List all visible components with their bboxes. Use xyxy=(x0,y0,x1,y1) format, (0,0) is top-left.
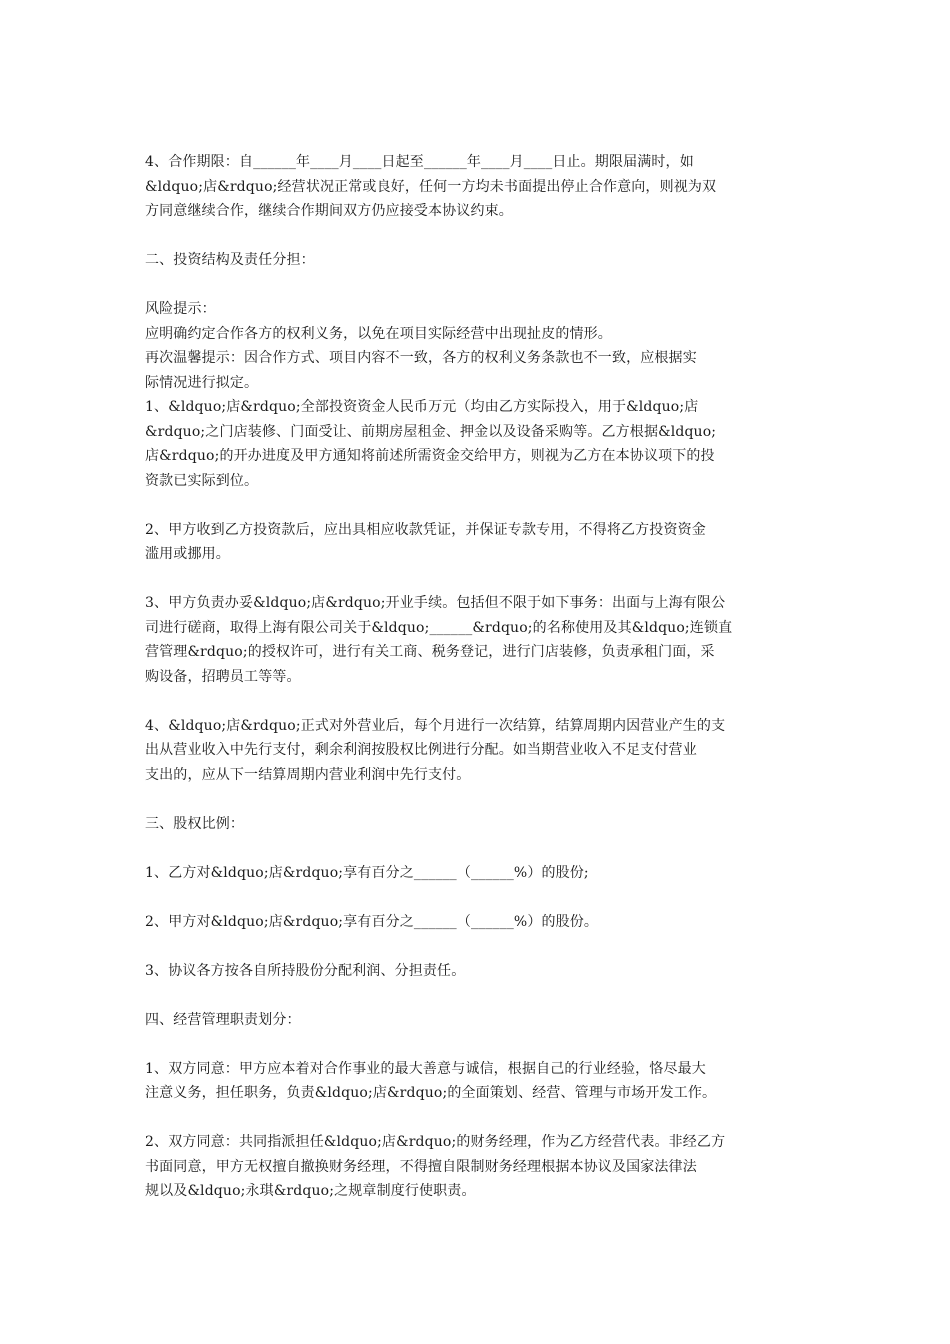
text-line: 1、&ldquo;店&rdquo;全部投资资金人民币万元（均由乙方实际投入，用于&ldquo;店 xyxy=(145,399,699,415)
section-heading-investment xyxy=(145,248,810,273)
clause-management-2 xyxy=(145,1130,810,1204)
text-line: 3、协议各方按各自所持股份分配利润、分担责任。 xyxy=(145,962,466,979)
text-line: 规以及&ldquo;永琪&rdquo;之规章制度行使职责。 xyxy=(145,1183,476,1199)
text-line: 司进行磋商，取得上海有限公司关于&ldquo;______&rdquo;的名称使用及其&ldquo;连锁直 xyxy=(145,619,733,636)
text-line: 1、乙方对&ldquo;店&rdquo;享有百分之______（______%）的股份; xyxy=(145,864,589,881)
text-line: 4、&ldquo;店&rdquo;正式对外营业后，每个月进行一次结算，结算周期内因营业产生的支 xyxy=(145,717,726,734)
text-line: 应明确约定合作各方的权利义务，以免在项目实际经营中出现扯皮的情形。 xyxy=(145,325,612,342)
text-line: 际情况进行拟定。 xyxy=(145,374,259,391)
text-line: 2、双方同意：共同指派担任&ldquo;店&rdquo;的财务经理，作为乙方经营代表。非经乙方 xyxy=(145,1134,726,1150)
text-line: &ldquo;店&rdquo;经营状况正常或良好，任何一方均未书面提出停止合作意向，则视为双 xyxy=(145,178,717,195)
text-line: &rdquo;之门店装修、门面受让、前期房屋租金、押金以及设备采购等。乙方根据&ldquo; xyxy=(145,423,717,440)
text-line: 方同意继续合作，继续合作期间双方仍应接受本协议约束。 xyxy=(145,203,513,219)
text-line: 购设备，招聘员工等等。 xyxy=(145,668,301,685)
text-line: 资款已实际到位。 xyxy=(145,472,259,489)
section-heading-equity xyxy=(145,812,810,837)
text-line: 2、甲方收到乙方投资款后，应出具相应收款凭证，并保证专款专用，不得将乙方投资资金 xyxy=(145,521,706,538)
text-line: 营管理&rdquo;的授权许可，进行有关工商、税务登记，进行门店装修，负责承租门面，采 xyxy=(145,644,715,660)
text-line: 支出的，应从下一结算周期内营业利润中先行支付。 xyxy=(145,766,471,783)
risk-notice-label: 风险提示： xyxy=(145,301,216,317)
section-heading: 三、股权比例： xyxy=(145,815,245,832)
clause-equity-2 xyxy=(145,910,810,935)
risk-notice-and-clause-1 xyxy=(145,297,810,493)
text-line: 出从营业收入中先行支付，剩余利润按股权比例进行分配。如当期营业收入不足支付营业 xyxy=(145,742,697,758)
text-line: 1、双方同意：甲方应本着对合作事业的最大善意与诚信，根据自己的行业经验，恪尽最大 xyxy=(145,1060,706,1077)
section-heading-management xyxy=(145,1008,810,1033)
text-line: 店&rdquo;的开办进度及甲方通知将前述所需资金交给甲方，则视为乙方在本协议项下的投 xyxy=(145,448,715,464)
clause-management-1 xyxy=(145,1057,810,1106)
section-heading: 二、投资结构及责任分担： xyxy=(145,252,315,268)
text-line: 3、甲方负责办妥&ldquo;店&rdquo;开业手续。包括但不限于如下事务：出面与上海有限公 xyxy=(145,595,726,611)
clause-investment-4 xyxy=(145,714,810,788)
text-line: 2、甲方对&ldquo;店&rdquo;享有百分之______（______%）的股份。 xyxy=(145,913,599,930)
text-line: 书面同意，甲方无权擅自撤换财务经理，不得擅自限制财务经理根据本协议及国家法律法 xyxy=(145,1158,697,1175)
document-body xyxy=(145,150,810,1204)
section-heading: 四、经营管理职责划分： xyxy=(145,1011,301,1028)
text-line: 4、合作期限：自______年____月____日起至______年____月____日止。期限届满时，如 xyxy=(145,154,694,170)
clause-investment-2 xyxy=(145,518,810,567)
text-line: 注意义务，担任职务，负责&ldquo;店&rdquo;的全面策划、经营、管理与市场开发工作。 xyxy=(145,1085,717,1101)
clause-investment-3 xyxy=(145,591,810,689)
clause-equity-1 xyxy=(145,861,810,886)
clause-equity-3 xyxy=(145,959,810,984)
clause-cooperation-term xyxy=(145,150,810,224)
text-line: 再次温馨提示：因合作方式、项目内容不一致，各方的权利义务条款也不一致，应根据实 xyxy=(145,350,697,366)
text-line: 滥用或挪用。 xyxy=(145,546,230,562)
